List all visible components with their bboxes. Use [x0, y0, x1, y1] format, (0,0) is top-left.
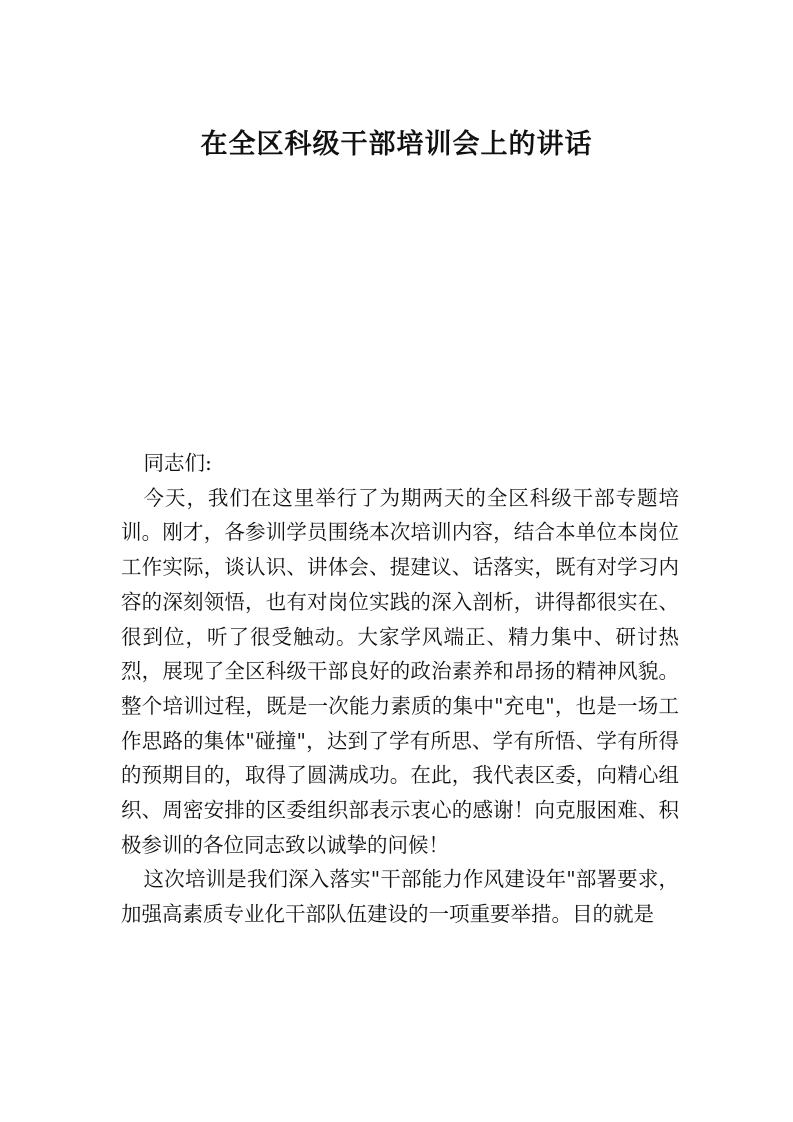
paragraph-2: 这次培训是我们深入落实"干部能力作风建设年"部署要求，加强高素质专业化干部队伍建设的一项重要举措。目的就是 — [121, 867, 679, 927]
salutation: 同志们: — [143, 451, 212, 475]
paragraph-1: 今天，我们在这里举行了为期两天的全区科级干部专题培训。刚才，各参训学员围绕本次培训内容，结合本单位本岗位工作实际，谈认识、讲体会、提建议、话落实，既有对学习内容的深刻领悟，也有对岗位实践的深入剖析，讲得都很实在、很到位，听了很受触动。大家学风端正、精力集中、研讨热烈，展现了全区科级干部良好的政治素养和昂扬的精神风貌。整个培训过程，既是一次能力素质的集中"充电"，也是一场工作思路的集体"碰撞"，达到了学有所思、学有所悟、学有所得的预期目的，取得了圆满成功。在此，我代表区委，向精心组织、周密安排的区委组织部表示衷心的感谢！向克服困难、积极参训的各位同志致以诚挚的问候！ — [121, 485, 679, 857]
document-body — [121, 446, 679, 932]
document-title: 在全区科级干部培训会上的讲话 — [200, 129, 593, 160]
